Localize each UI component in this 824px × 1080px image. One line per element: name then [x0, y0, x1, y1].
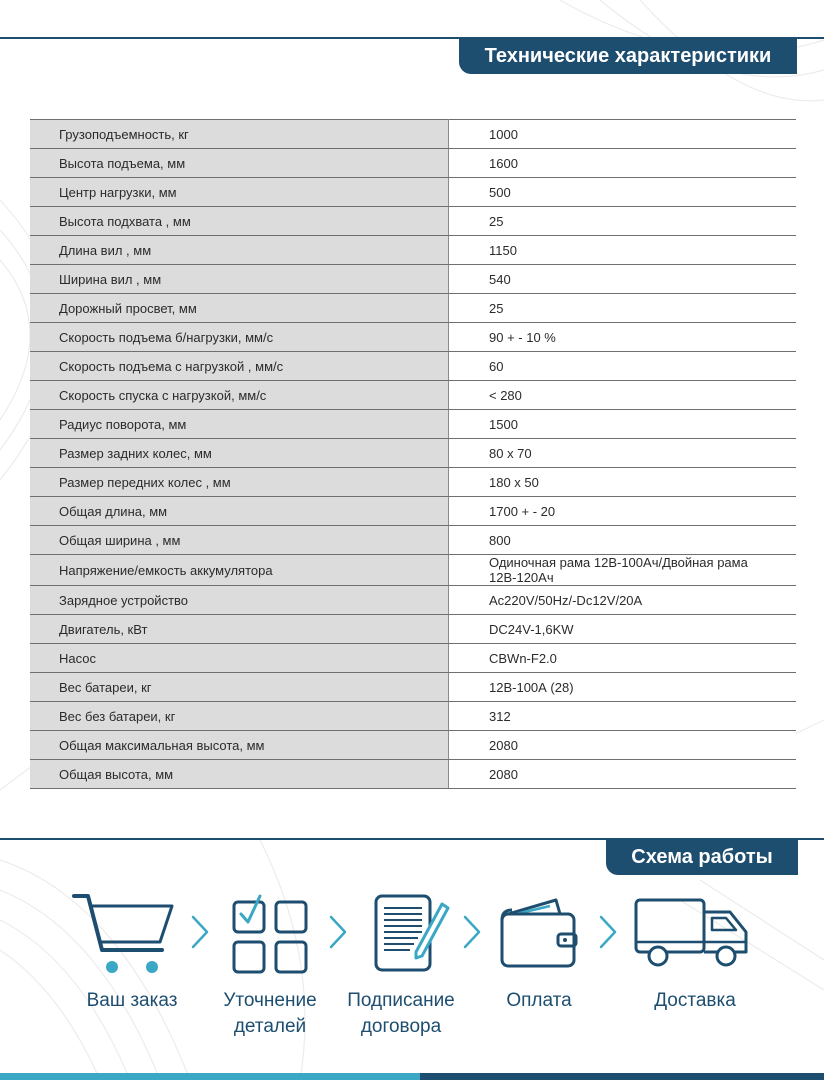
- spec-label: Высота подъема, мм: [30, 149, 449, 178]
- table-row: [30, 323, 796, 352]
- spec-value: 800: [449, 526, 797, 555]
- step-label-payment: [464, 988, 614, 1014]
- table-row: [30, 497, 796, 526]
- spec-value: DC24V-1,6KW: [449, 615, 797, 644]
- spec-label: Скорость подъема с нагрузкой , мм/с: [30, 352, 449, 381]
- table-row: [30, 731, 796, 760]
- spec-value: 540: [449, 265, 797, 294]
- spec-value: 1150: [449, 236, 797, 265]
- spec-label: Вес без батареи, кг: [30, 702, 449, 731]
- specs-title: Технические характеристики: [484, 44, 772, 67]
- spec-label: Общая ширина , мм: [30, 526, 449, 555]
- checklist-grid-icon: [230, 892, 310, 974]
- spec-label: Длина вил , мм: [30, 236, 449, 265]
- spec-value: 2080: [449, 760, 797, 789]
- step-label-line: договора: [360, 1016, 442, 1037]
- step-label-line: Уточнение: [223, 990, 317, 1011]
- spec-value: < 280: [449, 381, 797, 410]
- wallet-icon: [498, 896, 580, 970]
- table-row: [30, 644, 796, 673]
- spec-value: Одиночная рама 12В-100Ач/Двойная рама 12В-120Ач: [449, 555, 797, 586]
- scheme-title-tab: [606, 839, 798, 875]
- specs-table: [30, 119, 796, 789]
- table-row: [30, 586, 796, 615]
- step-label-order: [57, 988, 207, 1014]
- step-label-line: Оплата: [506, 990, 572, 1011]
- spec-value: 2080: [449, 731, 797, 760]
- table-row: [30, 468, 796, 497]
- spec-label: Двигатель, кВт: [30, 615, 449, 644]
- spec-label: Радиус поворота, мм: [30, 410, 449, 439]
- table-row: [30, 555, 796, 586]
- table-row: [30, 207, 796, 236]
- table-row: [30, 702, 796, 731]
- spec-value: 60: [449, 352, 797, 381]
- chevron-right-icon: [462, 914, 482, 955]
- spec-value: CBWn-F2.0: [449, 644, 797, 673]
- spec-value: 180 x 50: [449, 468, 797, 497]
- table-row: [30, 178, 796, 207]
- table-row: [30, 265, 796, 294]
- chevron-right-icon: [328, 914, 348, 955]
- spec-value: 25: [449, 294, 797, 323]
- spec-label: Зарядное устройство: [30, 586, 449, 615]
- spec-label: Скорость спуска с нагрузкой, мм/с: [30, 381, 449, 410]
- spec-label: Общая длина, мм: [30, 497, 449, 526]
- table-row: [30, 381, 796, 410]
- spec-label: Высота подхвата , мм: [30, 207, 449, 236]
- table-row: [30, 526, 796, 555]
- scheme-title: Схема работы: [631, 845, 773, 868]
- spec-value: 500: [449, 178, 797, 207]
- spec-value: 312: [449, 702, 797, 731]
- step-label-line: деталей: [233, 1016, 307, 1037]
- step-label-line: Ваш заказ: [86, 990, 178, 1011]
- table-row: [30, 236, 796, 265]
- chevron-right-icon: [190, 914, 210, 955]
- chevron-right-icon: [598, 914, 618, 955]
- step-label-line: Доставка: [654, 990, 736, 1011]
- spec-label: Общая высота, мм: [30, 760, 449, 789]
- spec-value: 1700 + - 20: [449, 497, 797, 526]
- spec-value: 1500: [449, 410, 797, 439]
- spec-label: Дорожный просвет, мм: [30, 294, 449, 323]
- step-label-delivery: [620, 988, 770, 1014]
- spec-label: Размер задних колес, мм: [30, 439, 449, 468]
- table-row: [30, 149, 796, 178]
- table-row: [30, 410, 796, 439]
- truck-icon: [632, 896, 752, 970]
- step-label-contract: [326, 988, 476, 1040]
- spec-label: Скорость подъема б/нагрузки, мм/с: [30, 323, 449, 352]
- table-row: [30, 439, 796, 468]
- spec-value: 80 x 70: [449, 439, 797, 468]
- table-row: [30, 760, 796, 789]
- step-label-details: [195, 988, 345, 1040]
- cart-icon: [72, 892, 176, 976]
- spec-label: Размер передних колес , мм: [30, 468, 449, 497]
- spec-value: 12В-100А (28): [449, 673, 797, 702]
- spec-label: Общая максимальная высота, мм: [30, 731, 449, 760]
- table-row: [30, 120, 796, 149]
- contract-pen-icon: [372, 892, 452, 974]
- spec-value: 1600: [449, 149, 797, 178]
- spec-label: Насос: [30, 644, 449, 673]
- table-row: [30, 352, 796, 381]
- spec-label: Напряжение/емкость аккумулятора: [30, 555, 449, 586]
- specs-title-tab: [459, 38, 797, 74]
- spec-value: 25: [449, 207, 797, 236]
- table-row: [30, 673, 796, 702]
- spec-label: Ширина вил , мм: [30, 265, 449, 294]
- step-label-line: Подписание: [347, 990, 455, 1011]
- spec-value: 90 + - 10 %: [449, 323, 797, 352]
- spec-label: Центр нагрузки, мм: [30, 178, 449, 207]
- spec-label: Грузоподъемность, кг: [30, 120, 449, 149]
- spec-label: Вес батареи, кг: [30, 673, 449, 702]
- spec-value: Ac220V/50Hz/-Dc12V/20A: [449, 586, 797, 615]
- spec-value: 1000: [449, 120, 797, 149]
- footer-bar-dark: [420, 1073, 824, 1080]
- table-row: [30, 294, 796, 323]
- table-row: [30, 615, 796, 644]
